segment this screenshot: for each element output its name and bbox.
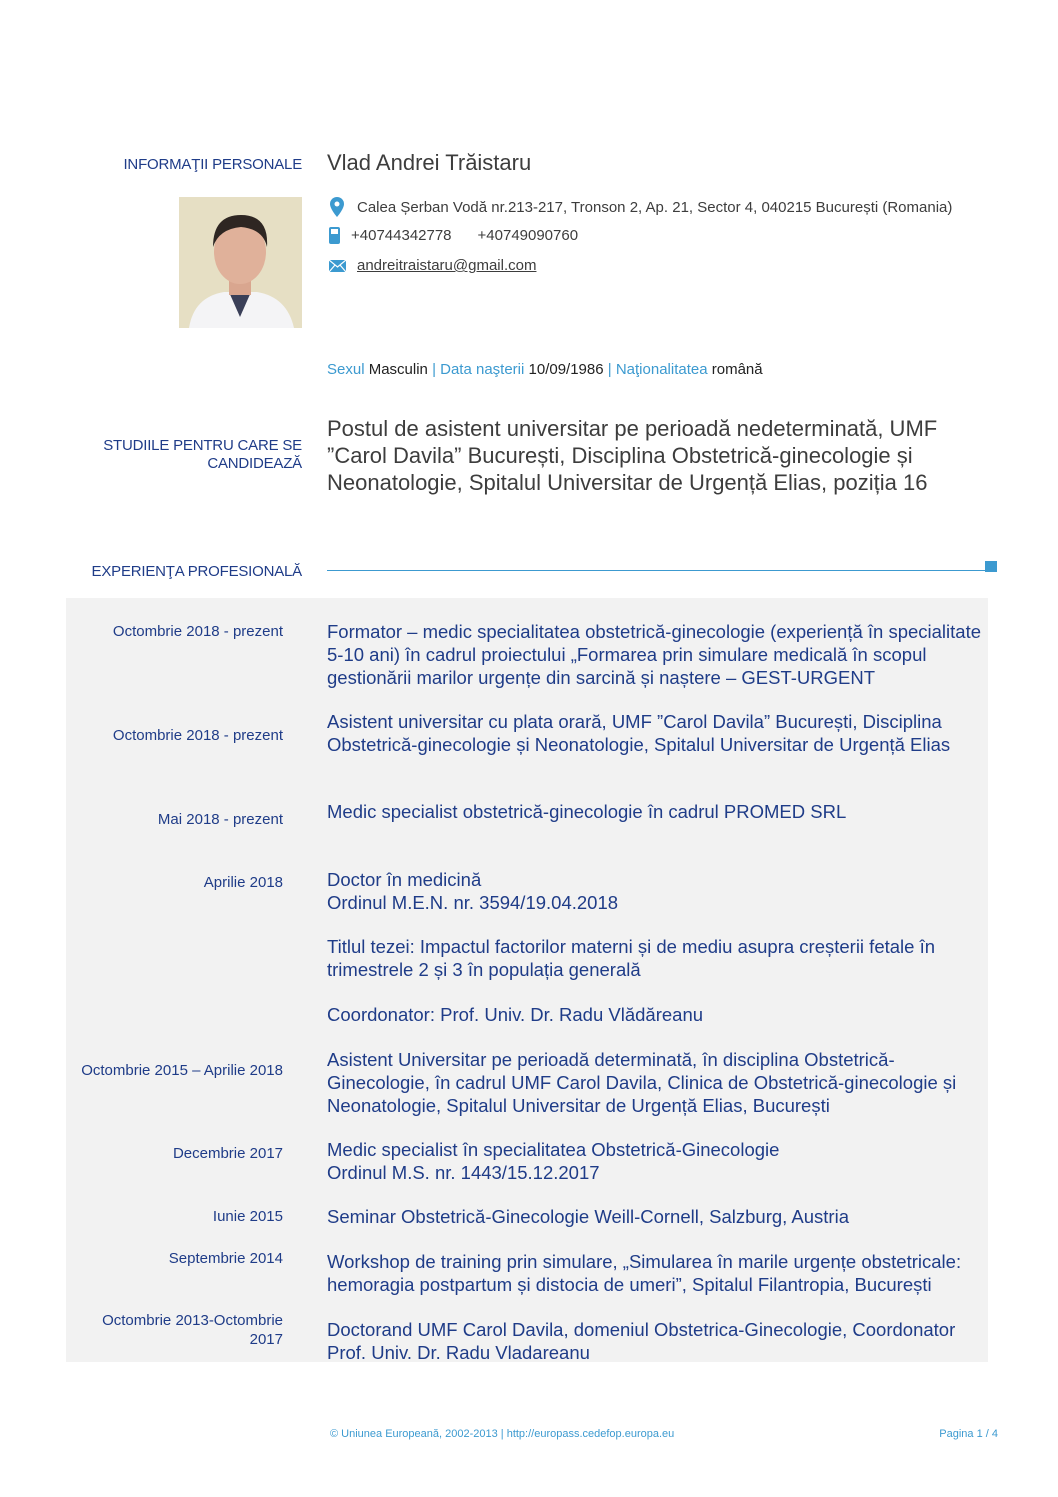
birth-label: | Data naşterii — [432, 361, 525, 378]
experience-description: Formator – medic specialitatea obstetrică-ginecologie (experiență în specialitate 5-10 ani) în cadrul proiectului „Formarea prin simulare medicală în scopul gestionării marilor urgențe din sarcină și naștere – GEST-URGENT — [327, 621, 982, 688]
personal-meta — [327, 361, 763, 378]
experience-description: Ordinul M.E.N. nr. 3594/19.04.2018 — [327, 892, 619, 913]
profile-photo — [179, 197, 302, 328]
section-label-personal: INFORMAŢII PERSONALE — [123, 156, 302, 173]
footer-page: Pagina 1 / 4 — [939, 1428, 998, 1440]
experience-description: Titlul tezei: Impactul factorilor materni și de mediu asupra creșterii fetale în trimestrele 2 și 3 în populația generală — [327, 936, 936, 980]
section-marker — [985, 561, 997, 572]
experience-date: Aprilie 2018 — [203, 874, 283, 891]
birth-value: 10/09/1986 — [528, 361, 604, 378]
experience-date: Octombrie 2018 - prezent — [112, 727, 283, 744]
section-divider — [327, 570, 987, 571]
experience-description: Workshop de training prin simulare, „Simularea în marile urgențe obstetricale: hemoragia postpartum și distocia de umeri”, Spitalul Filantropia, București — [327, 1251, 962, 1295]
section-label-experience: EXPERIENŢA PROFESIONALĂ — [91, 563, 302, 580]
phone-2: +40749090760 — [477, 227, 579, 244]
experience-date: Octombrie 2015 – Aprilie 2018 — [81, 1062, 283, 1079]
experience-description: Doctorand UMF Carol Davila, domeniul Obstetrica-Ginecologie, Coordonator Prof. Univ. Dr. Radu Vladareanu — [327, 1319, 956, 1363]
experience-description: Doctor în medicină — [327, 869, 482, 890]
experience-date: Septembrie 2014 — [168, 1250, 283, 1267]
experience-date: Octombrie 2018 - prezent — [112, 623, 283, 640]
phone-row — [327, 227, 578, 244]
experience-description: Medic specialist în specialitatea Obstetrică-Ginecologie — [327, 1139, 780, 1160]
person-name: Vlad Andrei Trăistaru — [327, 150, 532, 175]
nationality-label: | Naţionalitatea — [607, 361, 708, 378]
email-row — [327, 257, 536, 274]
experience-date: Iunie 2015 — [212, 1208, 283, 1225]
experience-description: Asistent Universitar pe perioadă determinată, în disciplina Obstetrică-Ginecologie, în cadrul UMF Carol Davila, Clinica de Obstetrică-ginecologie și Neonatologie, Spitalul Universitar de Urgență Elias, București — [327, 1049, 957, 1116]
experience-date: Mai 2018 - prezent — [157, 811, 283, 828]
experience-date: Octombrie 2013-Octombrie 2017 — [102, 1312, 283, 1348]
experience-date: Decembrie 2017 — [172, 1145, 283, 1162]
map-pin-icon — [327, 197, 347, 217]
sex-label: Sexul — [327, 361, 365, 378]
nationality-value: română — [711, 361, 763, 378]
phone-1: +40744342778 — [351, 227, 452, 244]
experience-description: Seminar Obstetrică-Ginecologie Weill-Cornell, Salzburg, Austria — [327, 1206, 849, 1227]
sex-value: Masculin — [368, 361, 428, 378]
address-text: Calea Șerban Vodă nr.213-217, Tronson 2, Ap. 21, Sector 4, 040215 București (Romania) — [357, 198, 953, 216]
envelope-icon — [327, 260, 347, 272]
experience-description: Asistent universitar cu plata orară, UMF ”Carol Davila” București, Disciplina Obstetrică-ginecologie și Neonatologie, Spitalul Universitar de Urgență Elias — [327, 711, 951, 755]
section-label-job: STUDIILE PENTRU CARE SE CANDIDEAZĂ — [103, 437, 302, 472]
footer-copyright: © Uniunea Europeană, 2002-2013 | http://europass.cedefop.europa.eu — [330, 1428, 675, 1440]
job-applied: Postul de asistent universitar pe perioadă nedeterminată, UMF ”Carol Davila” București, Disciplina Obstetrică-ginecologie și Neonatologie, Spitalul Universitar de Urgență Elias, poziția 16 — [327, 416, 938, 495]
mobile-phone-icon — [327, 227, 341, 244]
experience-description: Medic specialist obstetrică-ginecologie în cadrul PROMED SRL — [327, 801, 847, 822]
experience-description: Coordonator: Prof. Univ. Dr. Radu Vlădăreanu — [327, 1004, 704, 1025]
address-row — [327, 197, 952, 217]
email-link[interactable]: andreitraistaru@gmail.com — [357, 257, 537, 274]
experience-description: Ordinul M.S. nr. 1443/15.12.2017 — [327, 1162, 600, 1183]
